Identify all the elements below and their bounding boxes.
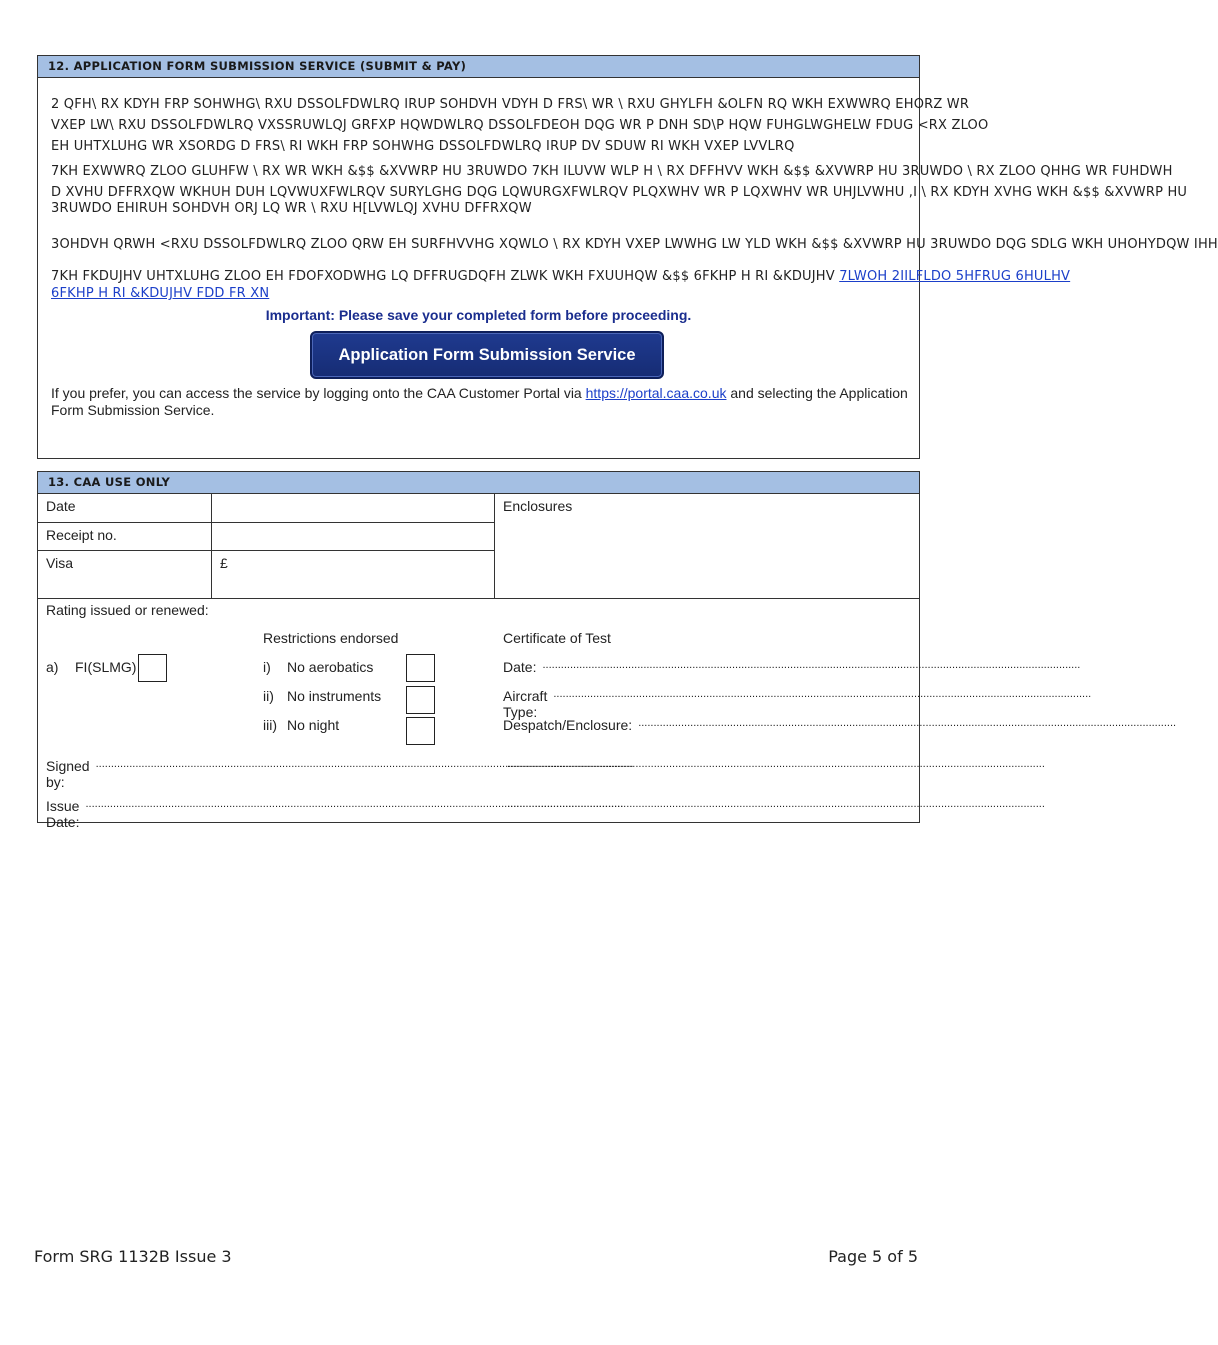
instructions-line: VXEP LW\ RXU DSSOLFDWLRQ VXSSRUWLQJ GRFXP HQWDWLRQ DSSOLFDEOH DQG WR P DNH SD\P HQW FUHGLWGHELW FDUG <RX ZLOO <box>51 118 989 133</box>
instructions-line: 2 QFH\ RX KDYH FRP SOHWHG\ RXU DSSOLFDWLRQ IRUP SOHDVH VDYH D FRS\ WR \ RXU GHYLFH &OLFN RQ WKH EXWWRQ EHORZ WR <box>51 97 970 112</box>
section-12-heading: 12. APPLICATION FORM SUBMISSION SERVICE (SUBMIT & PAY) <box>38 56 919 78</box>
no-aerobatics-checkbox[interactable] <box>406 654 435 682</box>
form-id: Form SRG 1132B Issue 3 <box>34 1247 232 1266</box>
charges-text: 7KH FKDUJHV UHTXLUHG ZLOO EH FDOFXODWHG LQ DFFRUGDQFH ZLWK WKH FXUUHQW &$$ 6FKHP H RI &KDUJHV <box>51 269 840 284</box>
receipt-label: Receipt no. <box>46 527 117 543</box>
rating-label: Rating issued or renewed: <box>46 602 209 618</box>
section-13-heading: 13. CAA USE ONLY <box>38 472 919 494</box>
cert-despatch-row <box>503 717 1177 733</box>
no-instruments-checkbox[interactable] <box>406 686 435 714</box>
signed-by-row <box>46 758 634 790</box>
application-form-submission-button[interactable]: Application Form Submission Service <box>310 331 664 379</box>
charges-link[interactable]: 7LWOH 2IILFLDO 5HFRUG 6HULHV <box>839 269 1071 284</box>
signed-by-field[interactable]: ................................................................................................................................................................................ <box>95 758 634 770</box>
instructions-paragraph-2 <box>51 161 1188 203</box>
instructions-paragraph-3 <box>51 234 1218 255</box>
issue-date-label: Issue Date: <box>46 798 80 830</box>
restriction-num: ii) <box>263 688 274 704</box>
issue-date-row <box>46 798 624 830</box>
cert-despatch-label: Despatch/Enclosure: <box>503 717 633 733</box>
instructions-line: D XVHU DFFRXQW WKHUH DUH LQVWUXFWLRQV SURYLGHG DQG LQWURGXFWLRQV PLQXWHV WR P LQXWHV WR UHJLVWHU ,I \ RX KDYH XVHG WKH &$$ &XVWRP HU <box>51 185 1188 200</box>
issue-date-field[interactable]: ................................................................................................................................................................................ <box>85 798 624 810</box>
rating-item-label: FI(SLMG) <box>75 659 137 675</box>
instructions-paragraph-2b <box>51 198 911 219</box>
fi-slmg-checkbox[interactable] <box>138 654 167 682</box>
grid-line <box>494 494 495 598</box>
visa-currency: £ <box>220 555 228 571</box>
portal-link[interactable]: https://portal.caa.co.uk <box>585 385 727 401</box>
grid-line <box>38 598 919 599</box>
page-number: Page 5 of 5 <box>828 1247 918 1266</box>
issue-line[interactable]: ................................................................................................................................................................................ <box>507 798 1045 810</box>
important-notice: Important: Please save your completed form before proceeding. <box>265 307 692 323</box>
cert-date-field[interactable]: ................................................................................................................................................................................ <box>542 659 1081 671</box>
section-12-submission-service <box>37 55 1218 459</box>
no-night-checkbox[interactable] <box>406 717 435 745</box>
date-label: Date <box>46 498 76 514</box>
instructions-line: 3RUWDO EHIRUH SOHDVH ORJ LQ WR \ RXU H[LVWLQJ XVHU DFFRXQW <box>51 201 532 216</box>
cert-aircraft-field[interactable]: ................................................................................................................................................................................ <box>553 688 1092 700</box>
scheme-of-charges-link[interactable]: 6FKHP H RI &KDUJHV FDD FR XN <box>51 286 270 301</box>
instructions-line: EH UHTXLUHG WR XSORDG D FRS\ RI WKH FRP SOHWHG DSSOLFDWLRQ IRUP DV SDUW RI WKH VXEP LVVLRQ <box>51 139 795 154</box>
restriction-label: No night <box>287 717 340 733</box>
restriction-num: iii) <box>263 717 277 733</box>
cert-date-row <box>503 659 1081 675</box>
rating-item-prefix: a) <box>46 659 59 675</box>
date-field[interactable] <box>212 495 494 522</box>
portal-text-1: If you prefer, you can access the service by logging onto the CAA Customer Portal via <box>51 385 586 401</box>
portal-instructions <box>51 385 911 419</box>
instructions-line: 3OHDVH QRWH <RXU DSSOLFDWLRQ ZLOO QRW EH SURFHVVHG XQWLO \ RX KDYH VXEP LWWHG LW YLD WKH &$$ &XVWRP HU 3RUWDO DQG SDLG WKH UHOHYDQW IHH <box>51 237 1218 252</box>
cert-aircraft-row <box>503 688 1092 720</box>
cert-despatch-field[interactable]: ................................................................................................................................................................................ <box>638 717 1177 729</box>
restrictions-label: Restrictions endorsed <box>263 630 399 646</box>
restriction-num: i) <box>263 659 271 675</box>
enclosures-label: Enclosures <box>503 498 573 514</box>
visa-label: Visa <box>46 555 73 571</box>
signed-by-label: Signed by: <box>46 758 90 790</box>
receipt-field[interactable] <box>212 523 494 550</box>
certificate-label: Certificate of Test <box>503 630 611 646</box>
cert-date-label: Date: <box>503 659 537 675</box>
instructions-paragraph-1 <box>51 94 989 157</box>
cert-aircraft-label: Aircraft Type: <box>503 688 548 720</box>
instructions-line: 7KH EXWWRQ ZLOO GLUHFW \ RX WR WKH &$$ &XVWRP HU 3RUWDO 7KH ILUVW WLP H \ RX DFFHVV WKH &$$ &XVWRP HU 3RUWDO \ RX ZLOO QHHG WR FUHDWH <box>51 164 1173 179</box>
signature-line[interactable]: ................................................................................................................................................................................ <box>507 758 1045 770</box>
grid-line <box>38 550 494 551</box>
restriction-label: No instruments <box>287 688 382 704</box>
instructions-paragraph-4 <box>51 266 1071 304</box>
section-13-caa-use-only <box>37 471 1177 830</box>
restriction-label: No aerobatics <box>287 659 374 675</box>
portal-text-2: and selecting the Application Form Submission Service. <box>51 385 908 418</box>
